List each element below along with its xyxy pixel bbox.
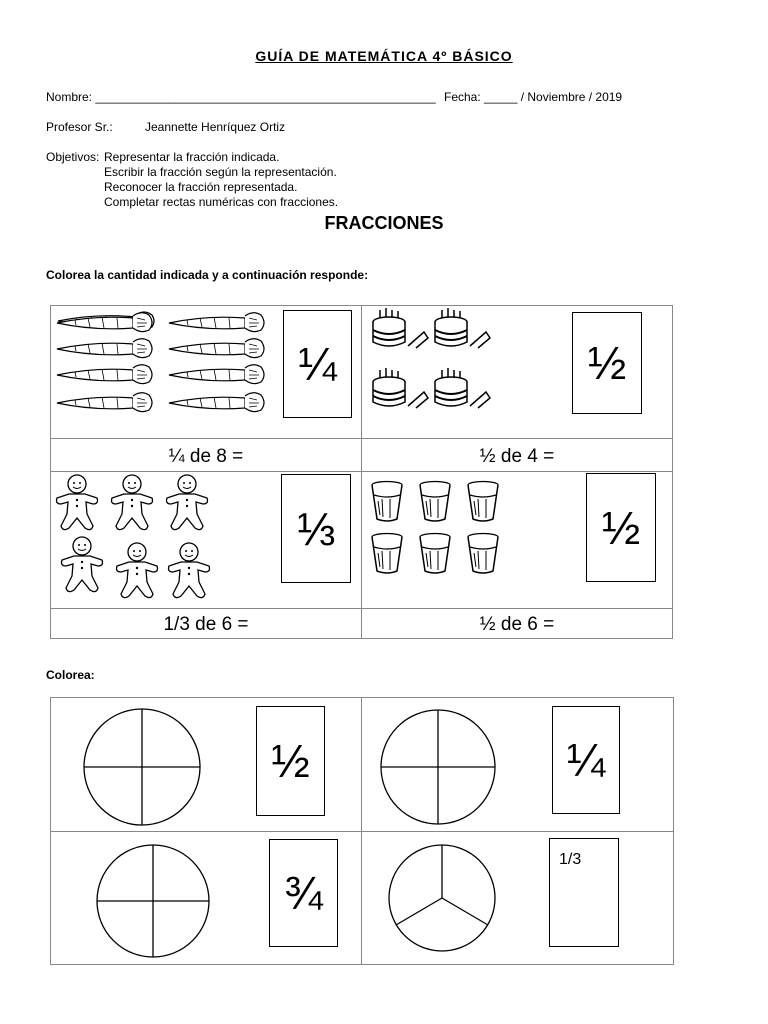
- profesor-name: Jeannette Henríquez Ortiz: [145, 120, 286, 134]
- fraction-box: ½: [572, 312, 642, 414]
- section-title: FRACCIONES: [324, 213, 444, 233]
- caption-text: 1/3 de 6 =: [163, 613, 249, 635]
- circle-quarters-icon: [83, 707, 203, 827]
- caption-text: ½ de 4 =: [479, 446, 555, 467]
- page-title: GUÍA DE MATEMÁTICA 4º BÁSICO: [255, 48, 513, 64]
- nombre-field[interactable]: Nombre: ___________________________________________________: [46, 90, 436, 104]
- fraction-box: ¾: [269, 839, 338, 947]
- objetivo-item: Reconocer la fracción representada.: [104, 180, 298, 194]
- fraction-box: 1/3: [549, 838, 619, 947]
- profesor-label: Profesor Sr.:: [46, 120, 113, 134]
- glass-icon-group: [370, 481, 510, 581]
- circle-quarters-icon: [96, 844, 216, 964]
- gingerbread-icon-group: [55, 474, 225, 604]
- fraction-box: ½: [256, 706, 325, 816]
- part2-instruction: Colorea:: [46, 668, 95, 682]
- carrot-icon-group: [55, 312, 285, 422]
- caption-text: ¼ de 8 =: [168, 446, 244, 467]
- fecha-field[interactable]: Fecha: _____ / Noviembre / 2019: [444, 90, 623, 104]
- fraction-box: ¼: [552, 706, 620, 814]
- objetivo-item: Representar la fracción indicada.: [104, 150, 280, 164]
- circle-thirds-icon: [388, 844, 508, 964]
- circle-quarters-icon: [380, 708, 500, 828]
- objetivos-label: Objetivos:: [46, 150, 100, 164]
- objetivo-item: Escribir la fracción según la representación.: [104, 165, 337, 179]
- fraction-box: ¼: [283, 310, 352, 418]
- fraction-box: ½: [586, 473, 656, 582]
- caption-text: ½ de 6 =: [479, 613, 555, 635]
- objetivos-list: [104, 150, 338, 210]
- objetivo-item: Completar rectas numéricas con fracciones.: [104, 195, 339, 209]
- part1-instruction: Colorea la cantidad indicada y a continuación responde:: [46, 268, 369, 282]
- cake-icon-group: [368, 308, 508, 428]
- fraction-box: ⅓: [281, 474, 351, 583]
